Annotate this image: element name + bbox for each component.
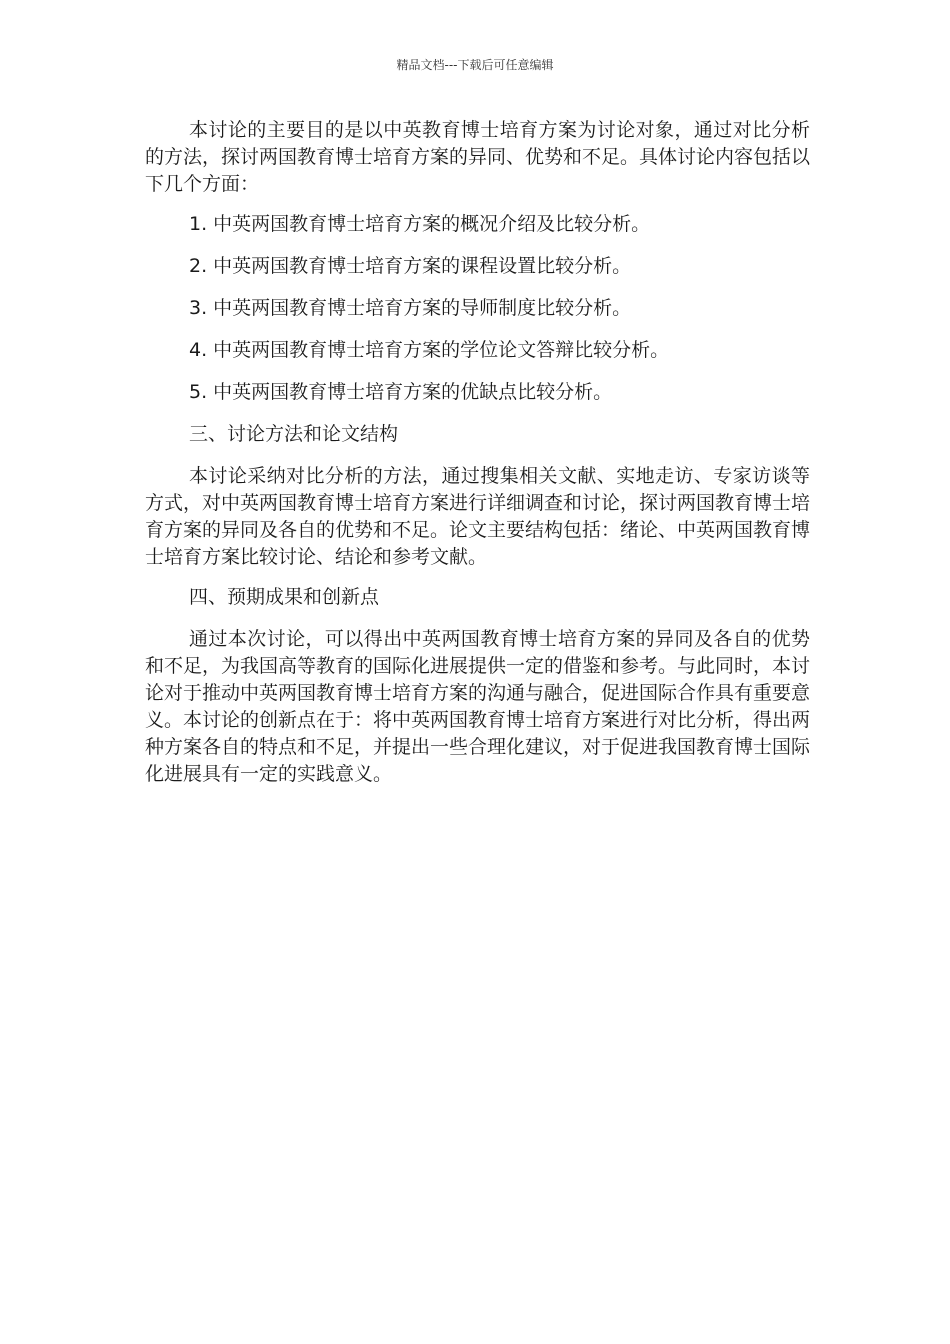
list-item-3: 3. 中英两国教育博士培育方案的导师制度比较分析。	[189, 297, 632, 319]
page-header: 精品文档---下载后可任意编辑	[396, 58, 554, 72]
list-item-2: 2. 中英两国教育博士培育方案的课程设置比较分析。	[189, 255, 632, 277]
list-item-5: 5. 中英两国教育博士培育方案的优缺点比较分析。	[189, 381, 613, 403]
list-item-1: 1. 中英两国教育博士培育方案的概况介绍及比较分析。	[189, 213, 651, 235]
section-heading-outcomes: 四、预期成果和创新点	[189, 586, 380, 608]
intro-paragraph: 本讨论的主要目的是以中英教育博士培育方案为讨论对象，通过对比分析的方法，探讨两国教育博士培育方案的异同、优势和不足。具体讨论内容包括以下几个方面：	[145, 119, 811, 195]
outcomes-paragraph: 通过本次讨论，可以得出中英两国教育博士培育方案的异同及各自的优势和不足，为我国高等教育的国际化进展提供一定的借鉴和参考。与此同时，本讨论对于推动中英两国教育博士培育方案的沟通与融合，促进国际合作具有重要意义。本讨论的创新点在于：将中英两国教育博士培育方案进行对比分析，得出两种方案各自的特点和不足，并提出一些合理化建议，对于促进我国教育博士国际化进展具有一定的实践意义。	[145, 628, 811, 785]
list-item-4: 4. 中英两国教育博士培育方案的学位论文答辩比较分析。	[189, 339, 670, 361]
methods-paragraph: 本讨论采纳对比分析的方法，通过搜集相关文献、实地走访、专家访谈等方式，对中英两国教育博士培育方案进行详细调查和讨论，探讨两国教育博士培育方案的异同及各自的优势和不足。论文主要结构包括：绪论、中英两国教育博士培育方案比较讨论、结论和参考文献。	[145, 465, 811, 568]
section-heading-methods: 三、讨论方法和论文结构	[189, 423, 399, 445]
document-body	[145, 117, 810, 801]
